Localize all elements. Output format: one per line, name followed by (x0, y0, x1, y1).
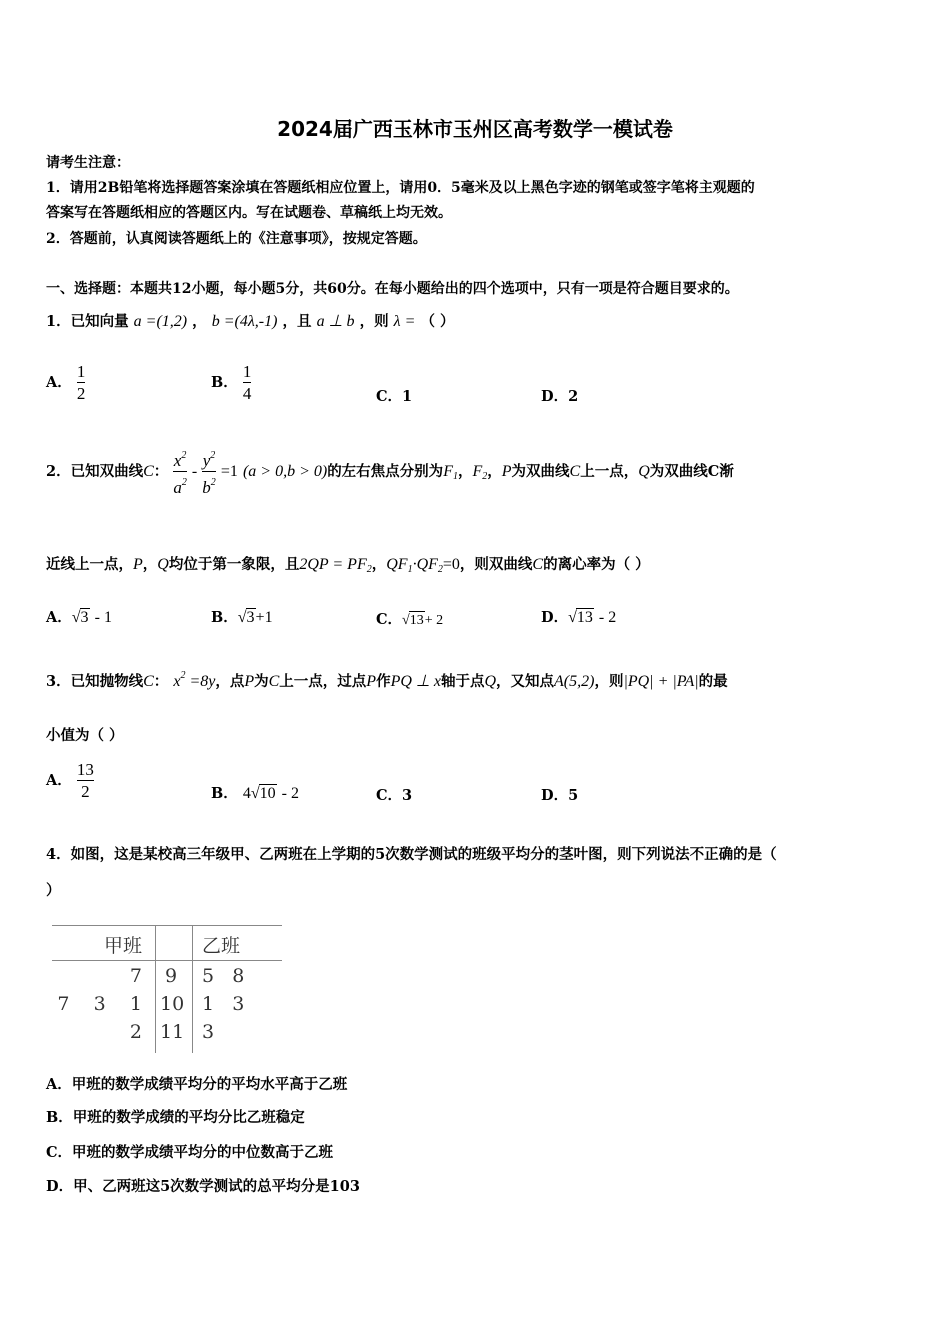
q3-abs-sum: |PQ| + |PA| (623, 673, 699, 690)
q1-vector-b: b =(4λ,-1) (211, 313, 278, 330)
q2-text-l2c: ，则双曲线 (459, 556, 533, 573)
stem-row-2: 10 (160, 993, 185, 1015)
q2-text-1: 2．已知双曲线 (46, 463, 144, 480)
leaf-right-row-2: 1 3 (202, 993, 245, 1015)
q2-y: y (202, 451, 211, 470)
q4-option-c[interactable]: C．甲班的数学成绩平均分的中位数高于乙班 (46, 1144, 334, 1161)
sqrt-radicand: 10 (259, 785, 276, 802)
notice-line-2: 2．答题前，认真阅读答题纸上的《注意事项》，按规定答题。 (46, 231, 427, 247)
q2-option-c-label: C． (376, 611, 403, 628)
q2-f2-letter: F (472, 463, 483, 480)
superscript: 2 (210, 477, 216, 488)
leaf-right-row-1: 5 8 (202, 965, 245, 987)
q2-fraction-y (202, 446, 216, 498)
q1-text-3: ，则 (359, 313, 389, 330)
q1-text-4: （ ） (420, 313, 455, 330)
q3-option-a-fraction (77, 760, 94, 802)
q2-comma: ， (371, 556, 387, 573)
fraction-numerator: 1 (76, 362, 86, 381)
q2-text-2: 的左右焦点分别为 (327, 463, 444, 480)
q3-option-b-rest: - 2 (281, 785, 299, 802)
q2-x: x (173, 451, 182, 470)
q2-comma: ， (487, 463, 502, 480)
q2-option-a-label: A． (46, 609, 72, 626)
q2-f1 (443, 463, 458, 480)
stem-row-1: 9 (165, 965, 178, 987)
q4-option-b[interactable]: B．甲班的数学成绩的平均分比乙班稳定 (46, 1109, 305, 1126)
fraction-denominator: 2 (77, 780, 94, 802)
q3-option-a[interactable] (46, 760, 94, 802)
q3-text-6: 轴于点 (440, 673, 485, 690)
q2-f1-letter: F (443, 463, 453, 480)
q3-text-3: 为 (254, 673, 269, 690)
q2-option-c[interactable]: C．√13+ 2 (376, 611, 444, 628)
q2-c: C (143, 463, 154, 480)
q3-c: C (268, 673, 280, 690)
q3-option-c[interactable]: C．3 (376, 787, 413, 804)
leaf-right-row-3: 3 (202, 1021, 215, 1043)
q2-equals-one: =1 (220, 463, 238, 480)
stem-leaf-divider-right (192, 925, 193, 1053)
superscript: 2 (210, 450, 216, 461)
q2-option-d-label: D． (541, 609, 569, 626)
q2-minus: - (191, 463, 198, 480)
stem-leaf-header-left: 甲班 (104, 935, 143, 957)
q2-comma: ， (142, 556, 158, 573)
q2-option-c-rest: + 2 (424, 613, 444, 628)
q3-text-2: ，点 (215, 673, 245, 690)
q1-text-2: ，且 (282, 313, 312, 330)
notice-line-1a: 1．请用2B铅笔将选择题答案涂填在答题纸相应位置上，请用0．5毫米及以上黑色字迹的钢笔或签字笔将主观题的 (46, 180, 755, 196)
leaf-left-row-3: 2 (129, 1021, 142, 1043)
q1-text-1: 1．已知向量 (46, 313, 129, 330)
q4-option-a[interactable]: A．甲班的数学成绩平均分的平均水平高于乙班 (46, 1076, 348, 1093)
fraction-denominator: 4 (242, 384, 252, 403)
q2-text-l2d: 的离心率为（ ） (543, 556, 650, 573)
question-4-line-2: ） (46, 882, 61, 899)
q2-rel1: 2QP = PF (299, 556, 367, 573)
stem-leaf-header-right: 乙班 (202, 935, 241, 957)
q2-text-l2a: 近线上一点， (46, 556, 133, 573)
q2-rel2: QF (386, 556, 408, 573)
q3-point-a: A(5,2) (554, 673, 595, 690)
q3-c: C (143, 673, 154, 690)
question-2-line-2 (46, 553, 650, 575)
section-1-heading: 一、选择题：本题共12小题，每小题5分，共60分。在每小题给出的四个选项中，只有一项是符合题目要求的。 (46, 281, 739, 297)
subscript: 1 (407, 564, 413, 575)
q2-option-b[interactable]: B．√3+1 (211, 609, 273, 626)
q3-option-b[interactable]: B． 4√10 - 2 (211, 785, 299, 802)
q4-option-d[interactable]: D．甲、乙两班这5次数学测试的总平均分是103 (46, 1178, 360, 1195)
leaf-left-row-1: 7 (129, 965, 142, 987)
stem-leaf-plot (52, 925, 284, 1055)
q3-option-d[interactable]: D．5 (541, 787, 579, 804)
q3-text-1: 3．已知抛物线 (46, 673, 144, 690)
q3-option-a-label: A． (46, 772, 72, 789)
q1-option-c[interactable]: C．1 (376, 388, 413, 405)
fraction-numerator: 13 (76, 760, 94, 779)
q2-relation-2 (386, 556, 460, 573)
q1-comma: ， (192, 313, 207, 330)
q3-q: Q (484, 673, 497, 690)
q2-option-b-rest: +1 (255, 609, 273, 626)
q3-text-4: 上一点，过点 (279, 673, 367, 690)
q3-option-b-coef: 4 (242, 785, 251, 802)
subscript: 2 (366, 564, 372, 575)
stem-leaf-divider-left (155, 925, 156, 1053)
q2-dot: ·QF (412, 556, 438, 573)
question-4-line-1: 4．如图，这是某校高三年级甲、乙两班在上学期的5次数学测试的班级平均分的茎叶图，则下列说法不正确的是（ (46, 846, 777, 863)
superscript: 2 (181, 477, 187, 488)
sqrt-radicand: 13 (409, 613, 424, 628)
q2-colon: ： (153, 463, 169, 480)
q1-lambda: λ = (393, 313, 416, 330)
q3-text-7: ，又知点 (496, 673, 555, 690)
q3-text-8: ，则 (594, 673, 624, 690)
fraction-denominator: 2 (76, 384, 86, 403)
question-3-line-1 (46, 670, 728, 691)
q2-comma: ， (457, 463, 473, 480)
q3-colon: ： (153, 673, 169, 690)
q2-relation-1 (299, 556, 371, 573)
subscript: 2 (437, 564, 443, 575)
sqrt-radicand: 3 (80, 609, 89, 626)
q2-a: a (173, 478, 182, 497)
q2-b: b (202, 478, 211, 497)
q2-q: Q (157, 556, 169, 573)
superscript: 2 (181, 450, 187, 461)
stem-leaf-header-line (52, 960, 282, 961)
q3-pq-perp: PQ ⊥ x (390, 673, 441, 690)
q2-c: C (569, 463, 581, 480)
subscript: 2 (482, 471, 488, 482)
q2-text-6: 为双曲线C渐 (649, 463, 734, 480)
q1-perp: a ⊥ b (316, 313, 355, 330)
q1-option-b-fraction (243, 362, 252, 404)
q2-text-4: 为双曲线 (511, 463, 570, 480)
page-title: 2024届广西玉林市玉州区高考数学一模试卷 (277, 117, 673, 141)
q2-option-d-rest: - 2 (598, 609, 617, 626)
q2-option-a-rest: - 1 (94, 609, 112, 626)
superscript: 2 (180, 670, 186, 681)
q1-option-a-label: A． (46, 374, 72, 391)
notice-line-1b: 答案写在答题纸相应的答题区内。写在试题卷、草稿纸上均无效。 (46, 205, 452, 221)
question-2-line-1 (46, 446, 734, 498)
q1-vector-a: a =(1,2) (133, 313, 188, 330)
fraction-numerator: 1 (242, 362, 252, 381)
notice-heading: 请考生注意： (46, 155, 130, 171)
subscript: 1 (452, 471, 458, 482)
q2-c: C (532, 556, 544, 573)
question-3-line-2: 小值为（ ） (46, 727, 124, 744)
q3-text-5: 作 (376, 673, 391, 690)
q3-p: P (366, 673, 377, 690)
q2-p: P (133, 556, 143, 573)
q2-q: Q (638, 463, 650, 480)
stem-leaf-top-line (52, 925, 282, 926)
q2-f2 (472, 463, 487, 480)
q2-text-l2b: 均位于第一象限，且 (168, 556, 300, 573)
q2-eq0: =0 (442, 556, 460, 573)
q2-p: P (501, 463, 512, 480)
q1-option-a[interactable] (46, 362, 85, 404)
q3-option-b-label: B． (211, 785, 238, 802)
sqrt-radicand: 3 (246, 609, 255, 626)
q2-option-b-label: B． (211, 609, 238, 626)
q1-option-b-label: B． (211, 374, 238, 391)
q2-option-a[interactable]: A．√3 - 1 (46, 609, 112, 626)
leaf-left-row-2: 7 3 1 (57, 993, 142, 1015)
q3-equation: $x^2 =8y$ (173, 670, 216, 690)
sqrt-radicand: 13 (576, 609, 593, 626)
q2-text-5: 上一点， (580, 463, 639, 480)
stem-row-3: 11 (160, 1021, 185, 1043)
question-1 (46, 310, 455, 331)
q1-option-d[interactable]: D．2 (541, 388, 579, 405)
q2-condition: (a > 0,b > 0) (242, 463, 328, 480)
q1-option-b[interactable] (211, 362, 251, 404)
q3-p: P (244, 673, 255, 690)
q2-option-d[interactable]: D．√13 - 2 (541, 609, 617, 626)
q2-fraction-x (173, 446, 187, 498)
q3-text-9: 的最 (698, 673, 728, 690)
q1-option-a-fraction (77, 362, 86, 404)
